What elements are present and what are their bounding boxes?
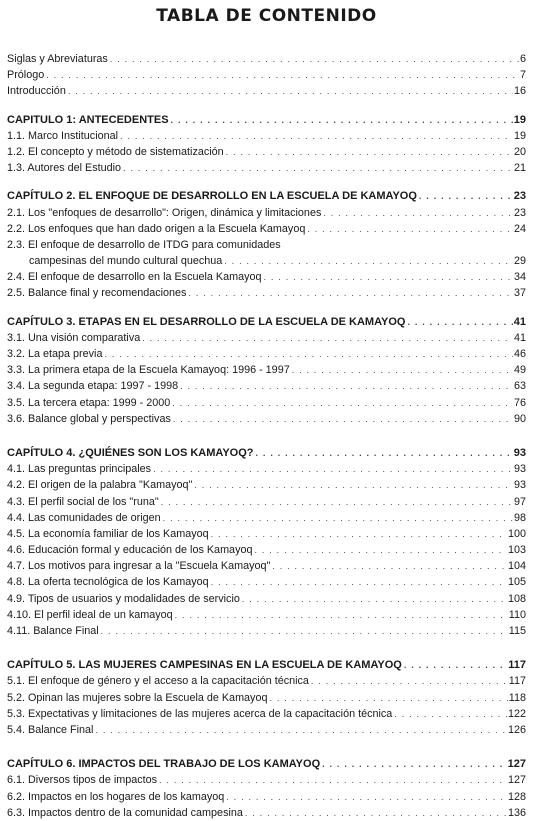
dot-leader [163, 510, 513, 526]
toc-entry[interactable]: 2.3. El enfoque de desarrollo de ITDG para comunidades [7, 238, 281, 251]
dot-leader [110, 51, 519, 67]
dot-leader [101, 623, 508, 639]
chapter-1 [7, 112, 526, 177]
dot-leader [104, 346, 513, 362]
dot-leader [153, 461, 513, 477]
toc-entry[interactable]: Siglas y Abreviaturas . . . 6 [7, 51, 526, 67]
front-matter [7, 51, 526, 100]
toc-entry[interactable]: 3.3. La primera etapa de la Escuela Kamayoq: 1996 - 1997 . . . 49 [7, 362, 526, 378]
toc-entry[interactable]: 1.3. Autores del Estudio . . . 21 [7, 160, 526, 176]
table-of-contents [7, 51, 526, 821]
dot-leader [242, 591, 507, 607]
toc-entry[interactable]: 2.2. Los enfoques que han dado origen a la Escuela Kamayoq . . . 24 [7, 221, 526, 237]
dot-leader [272, 558, 507, 574]
toc-entry[interactable]: 2.4. El enfoque de desarrollo en la Escuela Kamayoq . . . 34 [7, 269, 526, 285]
toc-entry[interactable]: Introducción . . . 16 [7, 83, 526, 99]
dot-leader [292, 362, 513, 378]
dot-leader [175, 607, 508, 623]
toc-entry[interactable]: 6.2. Impactos en los hogares de los kamayoq . . . 128 [7, 789, 526, 805]
toc-entry[interactable]: 1.2. El concepto y método de sistematización . . . 20 [7, 144, 526, 160]
chapter-heading[interactable]: CAPÍTULO 6. IMPACTOS DEL TRABAJO DE LOS KAMAYOQ . . . 127 [7, 756, 526, 772]
toc-entry[interactable]: 5.1. El enfoque de género y el acceso a la capacitación técnica . . . 117 [7, 673, 526, 689]
toc-entry[interactable]: 2.5. Balance final y recomendaciones . . . 37 [7, 285, 526, 301]
dot-leader [142, 330, 513, 346]
toc-entry[interactable]: 3.5. La tercera etapa: 1999 - 2000 . . . 76 [7, 395, 526, 411]
dot-leader [226, 144, 513, 160]
chapter-heading[interactable]: CAPÍTULO 2. EL ENFOQUE DE DESARROLLO EN LA ESCUELA DE KAMAYOQ . . . 23 [7, 188, 526, 204]
toc-entry[interactable]: 4.8. La oferta tecnológica de los Kamayoq . . . 105 [7, 574, 526, 590]
dot-leader [194, 477, 513, 493]
dot-leader [256, 445, 513, 461]
chapter-3 [7, 314, 526, 427]
toc-entry[interactable]: 3.4. La segunda etapa: 1997 - 1998 . . . 63 [7, 378, 526, 394]
dot-leader [307, 221, 513, 237]
toc-entry[interactable]: 4.11. Balance Final . . . 115 [7, 623, 526, 639]
toc-entry[interactable]: 6.3. Impactos dentro de la comunidad campesina . . . 136 [7, 805, 526, 821]
dot-leader [269, 690, 507, 706]
dot-leader [245, 805, 507, 821]
toc-entry[interactable]: 6.1. Diversos tipos de impactos . . . 127 [7, 772, 526, 788]
toc-entry[interactable]: 4.7. Los motivos para ingresar a la "Escuela Kamayoq" . . . 104 [7, 558, 526, 574]
dot-leader [161, 494, 513, 510]
dot-leader [173, 411, 513, 427]
toc-entry[interactable]: Prólogo . . . 7 [7, 67, 526, 83]
toc-entry[interactable]: 4.2. El origen de la palabra "Kamayoq" . . . 93 [7, 477, 526, 493]
toc-entry[interactable]: 4.1. Las preguntas principales . . . 93 [7, 461, 526, 477]
dot-leader [394, 706, 507, 722]
toc-entry[interactable]: 1.1. Marco Institucional . . . 19 [7, 128, 526, 144]
toc-entry[interactable]: 5.3. Expectativas y limitaciones de las mujeres acerca de la capacitación técnica . . . 122 [7, 706, 526, 722]
dot-leader [120, 128, 513, 144]
chapter-heading[interactable]: CAPÍTULO 3. ETAPAS EN EL DESARROLLO DE LA ESCUELA DE KAMAYOQ . . . 41 [7, 314, 526, 330]
dot-leader [419, 188, 513, 204]
toc-entry[interactable]: 4.4. Las comunidades de origen . . . 98 [7, 510, 526, 526]
dot-leader [211, 574, 507, 590]
chapter-heading[interactable]: CAPÍTULO 4. ¿QUIÉNES SON LOS KAMAYOQ? . . . 93 [7, 445, 526, 461]
chapter-5 [7, 657, 526, 738]
dot-leader [404, 657, 507, 673]
toc-entry[interactable]: 4.10. El perfil ideal de un kamayoq . . . 110 [7, 607, 526, 623]
dot-leader [211, 526, 507, 542]
page-title: TABLA DE CONTENIDO [156, 6, 377, 26]
dot-leader [407, 314, 512, 330]
dot-leader [68, 83, 513, 99]
toc-entry[interactable]: 4.3. El perfil social de los "runa" . . . 97 [7, 494, 526, 510]
toc-entry[interactable]: 3.6. Balance global y perspectivas . . . 90 [7, 411, 526, 427]
dot-leader [323, 205, 513, 221]
toc-entry[interactable]: 2.1. Los "enfoques de desarrollo": Origen, dinámica y limitaciones . . . 23 [7, 205, 526, 221]
toc-entry-continuation[interactable]: campesinas del mundo cultural quechua . . . 29 [7, 253, 526, 269]
dot-leader [264, 269, 513, 285]
chapter-heading[interactable]: CAPÍTULO 5. LAS MUJERES CAMPESINAS EN LA ESCUELA DE KAMAYOQ . . . 117 [7, 657, 526, 673]
dot-leader [322, 756, 507, 772]
dot-leader [224, 253, 513, 269]
toc-entry[interactable]: 4.9. Tipos de usuarios y modalidades de servicio . . . 108 [7, 591, 526, 607]
toc-entry[interactable]: 3.2. La etapa previa . . . 46 [7, 346, 526, 362]
dot-leader [226, 789, 507, 805]
dot-leader [172, 395, 513, 411]
dot-leader [95, 722, 507, 738]
dot-leader [311, 673, 508, 689]
toc-entry[interactable]: 4.5. La economía familiar de los Kamayoq . . . 100 [7, 526, 526, 542]
dot-leader [254, 542, 507, 558]
chapter-heading[interactable]: CAPITULO 1: ANTECEDENTES . . . 19 [7, 112, 526, 128]
toc-entry[interactable]: 3.1. Una visión comparativa . . . 41 [7, 330, 526, 346]
toc-entry[interactable]: 4.6. Educación formal y educación de los Kamayoq . . . 103 [7, 542, 526, 558]
toc-entry[interactable]: 5.4. Balance Final . . . 126 [7, 722, 526, 738]
dot-leader [188, 285, 513, 301]
chapter-4 [7, 445, 526, 639]
dot-leader [123, 160, 513, 176]
chapter-6 [7, 756, 526, 821]
dot-leader [180, 378, 513, 394]
chapter-2 [7, 188, 526, 301]
dot-leader [171, 112, 513, 128]
toc-entry[interactable]: 5.2. Opinan las mujeres sobre la Escuela de Kamayoq . . . 118 [7, 690, 526, 706]
dot-leader [46, 67, 519, 83]
dot-leader [159, 772, 507, 788]
